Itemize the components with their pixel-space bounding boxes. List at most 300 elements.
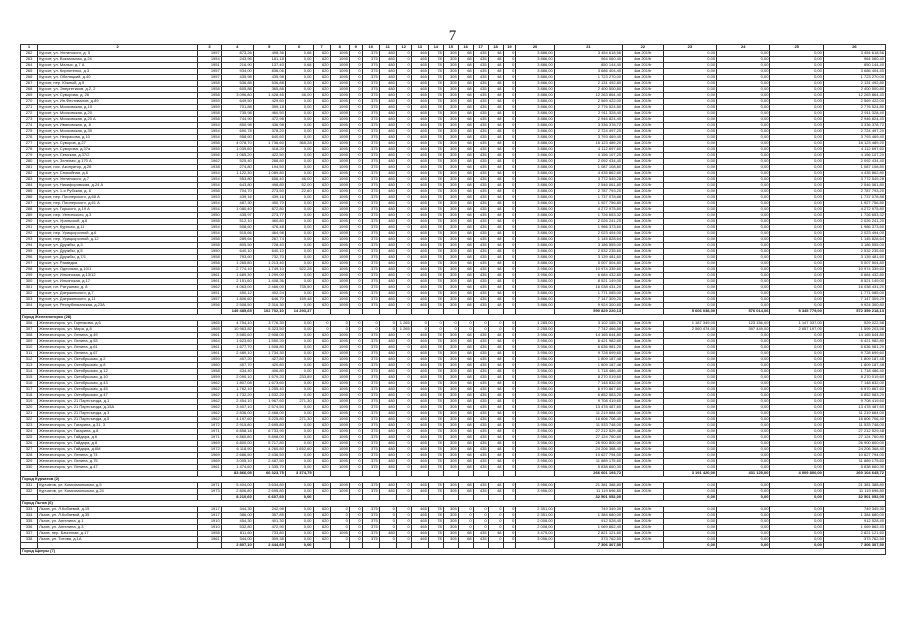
table-cell: 4кв 2019г	[623, 225, 664, 231]
table-cell: 4кв 2019г	[623, 399, 664, 405]
table-cell: 68	[458, 387, 473, 393]
table-cell: 532,80	[221, 525, 253, 531]
table-cell: 4кв 2019г	[623, 87, 664, 93]
table-cell: 305	[443, 117, 458, 123]
total-cell: 32 501 052,00	[823, 495, 885, 501]
table-cell: 68	[458, 219, 473, 225]
table-cell: 0	[488, 507, 503, 513]
table-cell: 435	[473, 219, 488, 225]
table-cell: 24 206 368,40	[823, 447, 885, 453]
table-cell: 435	[473, 483, 488, 489]
table-cell: 1 677,70	[221, 345, 253, 351]
table-cell: 0,00	[663, 303, 716, 309]
table-cell: 690,78	[221, 129, 253, 135]
table-cell: 4кв 2019г	[623, 231, 664, 237]
table-cell: 0,00	[285, 87, 313, 93]
table-cell: 0,00	[770, 243, 823, 249]
table-cell: 0	[349, 525, 362, 531]
table-cell: 0,00	[717, 351, 770, 357]
table-cell: 4кв 2019г	[623, 291, 664, 297]
table-cell: 0,00	[717, 273, 770, 279]
table-cell: 375	[362, 429, 379, 435]
table-cell: 78	[428, 249, 443, 255]
table-cell: Курсит, ул. Дзержинского, д.11	[38, 297, 198, 303]
table-cell: 0	[458, 321, 473, 327]
table-cell: 3 886,00	[516, 75, 554, 81]
table-cell: 605,88	[221, 87, 253, 93]
table-cell: 3 886,00	[516, 243, 554, 249]
table-cell: 48	[488, 405, 503, 411]
table-cell: 305	[443, 369, 458, 375]
table-cell: 78	[428, 333, 443, 339]
table-cell: 465	[411, 489, 428, 495]
table-cell: 375	[362, 123, 379, 129]
table-cell: 0,00	[717, 363, 770, 369]
table-cell: 2 569 422,00	[823, 99, 885, 105]
table-cell: 1 265	[396, 321, 411, 327]
table-cell: 0	[503, 357, 516, 363]
table-cell: 1958	[198, 81, 221, 87]
table-cell: 620	[313, 441, 330, 447]
table-cell: 435	[473, 123, 488, 129]
column-number: 6	[285, 45, 313, 51]
table-cell: Железногорск, ул. Гайдара, д.6М	[38, 447, 198, 453]
table-cell: 326	[21, 441, 38, 447]
table-cell: 6 970 867,60	[554, 387, 622, 393]
table-cell: 465	[411, 369, 428, 375]
table-cell: 48	[488, 345, 503, 351]
table-cell: 0	[349, 411, 362, 417]
table-cell: 123 156,00	[717, 321, 770, 327]
table-cell: 465	[411, 507, 428, 513]
table-cell: 0	[503, 87, 516, 93]
table-cell: 8 521 149,00	[823, 279, 885, 285]
table-cell: 16 606 706,40	[823, 417, 885, 423]
table-cell: 0,00	[717, 447, 770, 453]
column-number: 14	[428, 45, 443, 51]
table-cell: 465	[411, 81, 428, 87]
table-cell: 375	[362, 387, 379, 393]
table-cell: 1095	[330, 261, 349, 267]
table-cell: 1095	[330, 267, 349, 273]
table-cell: 4кв 2019г	[623, 531, 664, 537]
table-cell: 435	[473, 417, 488, 423]
table-cell: 4кв 2019г	[623, 375, 664, 381]
table-cell: 0	[396, 231, 411, 237]
table-cell: 0,00	[285, 333, 313, 339]
table-cell: 1954	[198, 177, 221, 183]
table-cell: 1095	[330, 381, 349, 387]
table-cell: 0	[503, 537, 516, 543]
table-cell: 1 807,08	[221, 381, 253, 387]
table-cell: 0	[396, 63, 411, 69]
table-cell: 48	[488, 489, 503, 495]
table-cell: Курсит, ул. Зеленая, д.170 А	[38, 159, 198, 165]
table-cell: 6 118,90	[221, 447, 253, 453]
table-cell: 375	[362, 231, 379, 237]
table-cell: 435	[473, 189, 488, 195]
table-cell: 0,00	[770, 393, 823, 399]
table-cell: 0	[349, 105, 362, 111]
table-cell: 9 728 699,60	[823, 351, 885, 357]
table-cell: Курсит, ул. Суворова, д.37а	[38, 147, 198, 153]
table-cell: 2 911 328,40	[554, 111, 622, 117]
table-cell: 1 723 270,00	[823, 75, 885, 81]
table-cell: 0	[396, 423, 411, 429]
table-cell: 0,00	[663, 93, 716, 99]
table-cell: 480	[379, 141, 396, 147]
table-cell: Льгов, ул. Л.Кобзевой, д.15	[38, 507, 198, 513]
table-cell: 0	[349, 117, 362, 123]
table-cell: 465	[411, 459, 428, 465]
table-cell: 0,00	[717, 57, 770, 63]
table-cell: 48	[488, 99, 503, 105]
table-cell: 465	[411, 123, 428, 129]
table-cell: 305	[443, 99, 458, 105]
table-cell: 480	[379, 369, 396, 375]
table-cell: 4кв 2019г	[623, 339, 664, 345]
table-cell: 0,00	[717, 243, 770, 249]
table-cell: 0	[379, 519, 396, 525]
table-cell: 465	[411, 219, 428, 225]
table-cell: 3 407,10	[221, 405, 253, 411]
table-cell: 331	[21, 483, 38, 489]
table-cell: 48	[488, 393, 503, 399]
table-cell: 78	[428, 483, 443, 489]
table-cell: 480	[379, 411, 396, 417]
table-cell: 0,00	[285, 219, 313, 225]
column-number: 19	[503, 45, 516, 51]
table-cell: 78	[428, 351, 443, 357]
table-cell: 52,00	[285, 183, 313, 189]
table-cell: 78	[428, 159, 443, 165]
table-cell: 435	[473, 243, 488, 249]
table-cell: 435	[473, 255, 488, 261]
table-cell: 4кв 2019г	[623, 441, 664, 447]
table-cell: 68	[458, 465, 473, 471]
table-cell: 480	[379, 417, 396, 423]
table-cell: 620	[313, 51, 330, 57]
table-cell: Курсит, ул. Одесская, д.10/1	[38, 267, 198, 273]
table-cell: 0,00	[770, 441, 823, 447]
table-cell: 276	[21, 135, 38, 141]
table-cell: 1953	[198, 195, 221, 201]
table-cell: 0,00	[663, 117, 716, 123]
table-cell: 0	[330, 519, 349, 525]
table-cell: 3 886,00	[516, 63, 554, 69]
table-cell: 4кв 2019г	[623, 207, 664, 213]
table-cell: 1951	[198, 291, 221, 297]
table-cell: Железногорск, ул. Мира, д.8	[38, 327, 198, 333]
table-cell: Курсит, ул. Никифоровская, д.24 А	[38, 183, 198, 189]
table-cell: 0	[473, 519, 488, 525]
table-cell: 0	[503, 123, 516, 129]
table-cell: 0,00	[717, 213, 770, 219]
table-cell: 0,00	[717, 87, 770, 93]
table-cell: 435	[473, 231, 488, 237]
table-cell: Железногорск, ул. Ленина, д.47	[38, 465, 198, 471]
table-cell: 465	[411, 237, 428, 243]
table-cell: 1 734,30	[253, 351, 285, 357]
table-cell: 0	[503, 453, 516, 459]
table-cell: 4кв 2019г	[623, 213, 664, 219]
table-cell: 0,00	[663, 459, 716, 465]
table-cell: 0	[349, 453, 362, 459]
table-cell: 4кв 2019г	[623, 429, 664, 435]
table-cell: 68	[458, 273, 473, 279]
table-cell: 480	[379, 465, 396, 471]
table-cell: 6 852 583,20	[823, 393, 885, 399]
table-cell: 8 270 019,60	[823, 375, 885, 381]
table-cell: 2 776 524,80	[823, 105, 885, 111]
table-cell: 0,00	[717, 453, 770, 459]
table-cell: 620	[313, 105, 330, 111]
table-cell: 480	[379, 489, 396, 495]
table-cell: 3 886,00	[516, 213, 554, 219]
table-cell: 375	[362, 117, 379, 123]
table-cell: 0	[396, 183, 411, 189]
table-cell: 1095	[330, 171, 349, 177]
table-cell: 480	[379, 213, 396, 219]
table-cell: 375	[362, 207, 379, 213]
table-cell: 289	[21, 213, 38, 219]
table-cell: 0	[458, 525, 473, 531]
table-cell: 3 686 404,40	[823, 69, 885, 75]
table-cell: 68	[458, 267, 473, 273]
table-cell: 3 956,00	[516, 441, 554, 447]
table-cell: 0	[396, 285, 411, 291]
table-cell: 620	[313, 213, 330, 219]
table-cell: 0,00	[770, 225, 823, 231]
table-cell: 0	[349, 345, 362, 351]
table-cell: 620	[313, 339, 330, 345]
table-cell: 305	[443, 183, 458, 189]
table-cell: 4кв 2019г	[623, 303, 664, 309]
table-cell: 2 569 422,00	[554, 99, 622, 105]
table-cell: 1954	[198, 135, 221, 141]
table-cell: 0	[349, 261, 362, 267]
table-cell: 375	[362, 57, 379, 63]
table-cell: 375	[362, 195, 379, 201]
table-cell: 480	[379, 135, 396, 141]
table-cell: 620	[313, 69, 330, 75]
table-cell: 375	[362, 339, 379, 345]
table-cell: 0,00	[663, 345, 716, 351]
table-cell: 435	[473, 429, 488, 435]
table-cell: 0	[349, 111, 362, 117]
table-cell: 4кв 2019г	[623, 147, 664, 153]
table-cell: 375	[362, 357, 379, 363]
table-cell: 480	[379, 285, 396, 291]
table-cell: 620	[313, 453, 330, 459]
table-cell: 68	[458, 123, 473, 129]
table-cell: 4кв 2019г	[623, 393, 664, 399]
table-cell: 78	[428, 225, 443, 231]
table-cell: 2 092 434,40	[554, 159, 622, 165]
table-cell: 435	[473, 105, 488, 111]
table-cell: 375	[362, 267, 379, 273]
table-cell: 4кв 2019г	[623, 57, 664, 63]
table-cell: 0	[396, 225, 411, 231]
table-cell: 0,00	[717, 123, 770, 129]
table-cell: 0	[396, 255, 411, 261]
table-cell: 375	[362, 237, 379, 243]
table-cell: 3 886,00	[516, 165, 554, 171]
table-cell: 465	[411, 375, 428, 381]
table-cell: 0,00	[285, 207, 313, 213]
table-cell: 11 889 175,60	[823, 459, 885, 465]
table-cell: 435	[473, 333, 488, 339]
table-cell: 0,00	[663, 219, 716, 225]
table-cell: 0	[349, 81, 362, 87]
table-cell: 264	[21, 63, 38, 69]
table-cell: 3 956,00	[516, 429, 554, 435]
table-cell: 0	[503, 207, 516, 213]
table-cell: 0	[313, 327, 330, 333]
table-cell: 4кв 2019г	[623, 51, 664, 57]
table-cell: 1961	[198, 333, 221, 339]
table-cell: 0	[503, 297, 516, 303]
table-cell: 2 657 197,00	[770, 327, 823, 333]
table-cell: 305	[443, 165, 458, 171]
table-cell: 0,00	[663, 105, 716, 111]
table-cell: 0,00	[717, 411, 770, 417]
table-cell: 3 886,00	[516, 177, 554, 183]
table-cell: 1971	[198, 435, 221, 441]
table-cell: 0,00	[663, 525, 716, 531]
table-cell: 7 147 309,20	[823, 297, 885, 303]
table-cell: 0	[396, 171, 411, 177]
table-cell: 620	[313, 357, 330, 363]
table-cell: 465	[411, 435, 428, 441]
table-cell: Курсит, ул. Ивановская, д. 8	[38, 123, 198, 129]
table-cell: 0	[379, 525, 396, 531]
table-cell: 480	[379, 63, 396, 69]
table-cell: 2 560 474,00	[663, 327, 716, 333]
table-cell: 0,00	[770, 63, 823, 69]
table-cell: 357,85	[253, 513, 285, 519]
table-cell: 4кв 2019г	[623, 381, 664, 387]
table-cell: 728,40	[253, 243, 285, 249]
table-cell: 3 793 469,40	[823, 135, 885, 141]
table-cell: 0	[503, 483, 516, 489]
table-cell: 292	[21, 231, 38, 237]
table-cell: 465	[411, 213, 428, 219]
table-cell: 3 886,00	[516, 129, 554, 135]
table-cell: 2 787 793,20	[823, 189, 885, 195]
table-cell: 0	[349, 513, 362, 519]
table-cell: 78	[428, 381, 443, 387]
table-cell: 0,00	[770, 261, 823, 267]
table-cell: 3 772 549,28	[554, 177, 622, 183]
table-cell: 1964	[198, 339, 221, 345]
table-cell: Курсит, ул. Московская, д.20	[38, 111, 198, 117]
table-cell: 68	[458, 99, 473, 105]
table-cell: 0,00	[770, 519, 823, 525]
table-cell: 1917	[198, 507, 221, 513]
table-cell: 0	[503, 333, 516, 339]
table-cell: 308	[21, 333, 38, 339]
column-number: 3	[198, 45, 221, 51]
table-cell: 78	[428, 165, 443, 171]
table-cell: 7 148 832,00	[554, 381, 622, 387]
table-cell: 1095	[330, 453, 349, 459]
table-cell: 48	[488, 207, 503, 213]
table-cell: 1961	[198, 465, 221, 471]
table-cell: 1095	[330, 189, 349, 195]
table-cell: 2 008,00	[516, 525, 554, 531]
table-cell: 0,00	[770, 51, 823, 57]
table-cell: 9 924 300,80	[554, 303, 622, 309]
table-cell: 1095	[330, 333, 349, 339]
table-cell: 78	[428, 213, 443, 219]
table-cell: 279	[21, 153, 38, 159]
table-cell: 1 532,20	[253, 393, 285, 399]
total-cell: 7 306 307,50	[554, 543, 622, 549]
table-cell: 704,70	[221, 189, 253, 195]
table-cell: 0,00	[663, 195, 716, 201]
table-cell: 0,00	[663, 207, 716, 213]
table-cell: 78	[428, 63, 443, 69]
table-cell: 620	[313, 165, 330, 171]
table-cell: 0	[503, 387, 516, 393]
table-cell: 465	[411, 285, 428, 291]
table-cell: 0,00	[770, 297, 823, 303]
table-cell: 1972	[198, 423, 221, 429]
table-cell: 0,00	[663, 153, 716, 159]
total-cell: 266 601 193,72	[554, 471, 622, 477]
table-cell: 465	[411, 357, 428, 363]
table-cell: 465	[411, 351, 428, 357]
table-cell: 0,00	[770, 363, 823, 369]
table-cell: 78	[428, 411, 443, 417]
table-cell: 2 454,10	[221, 399, 253, 405]
table-cell: 0,00	[663, 483, 716, 489]
table-cell: 435	[473, 195, 488, 201]
table-cell: 375	[362, 141, 379, 147]
table-cell: 4кв 2019г	[623, 465, 664, 471]
table-cell: 0,00	[285, 327, 313, 333]
table-cell: 1972	[198, 447, 221, 453]
total-cell: 0,00	[663, 495, 716, 501]
table-cell: Льгов, ул. Титова, д.1А	[38, 537, 198, 543]
table-cell: 0,00	[717, 105, 770, 111]
table-cell: 0,00	[663, 375, 716, 381]
table-cell: 2 131 492,80	[823, 81, 885, 87]
table-cell: 0	[396, 51, 411, 57]
table-cell: 435	[473, 435, 488, 441]
table-cell: 0	[503, 375, 516, 381]
table-cell: 0,00	[770, 69, 823, 75]
table-cell: 0,00	[285, 531, 313, 537]
table-cell: 0	[349, 435, 362, 441]
table-cell: 4 754,10	[221, 321, 253, 327]
table-cell: 435	[473, 291, 488, 297]
table-cell: 1095	[330, 159, 349, 165]
table-cell: 365,88	[253, 87, 285, 93]
table-cell: 0	[349, 357, 362, 363]
table-cell: 3 793 469,40	[554, 135, 622, 141]
table-cell: 0	[503, 345, 516, 351]
table-cell: 265	[21, 69, 38, 75]
table-cell: 48	[488, 465, 503, 471]
table-cell: 4кв 2019г	[623, 411, 664, 417]
table-cell: 480	[379, 531, 396, 537]
table-cell: 305	[443, 201, 458, 207]
table-cell: 0	[349, 135, 362, 141]
table-cell: 620	[313, 75, 330, 81]
table-cell: 0	[396, 525, 411, 531]
